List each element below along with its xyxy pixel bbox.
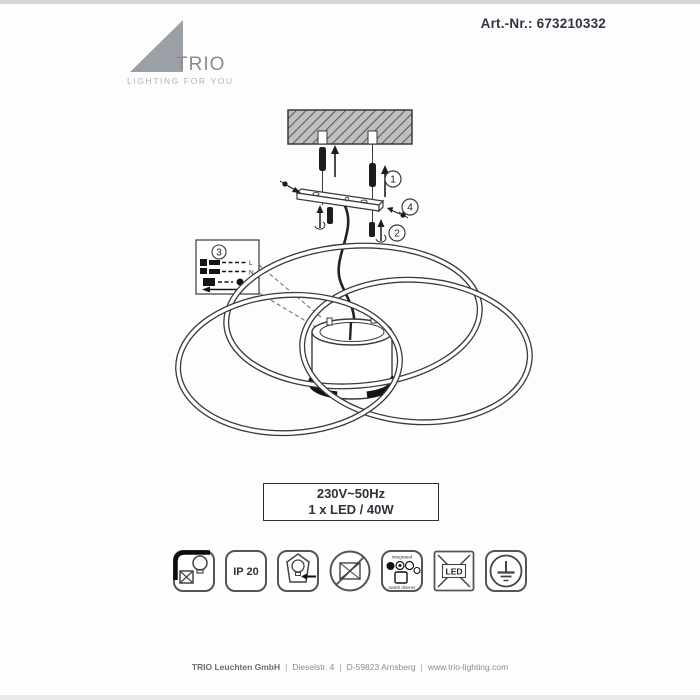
page-bottom-border [0, 695, 700, 700]
protective-earth-icon [483, 548, 529, 594]
footer-website: www.trio-lighting.com [427, 662, 509, 672]
no-direct-mounting-icon [327, 548, 373, 594]
svg-text:switch dimmer: switch dimmer [388, 585, 416, 590]
replaceable-lamp-icon [275, 548, 321, 594]
footer-separator: | [285, 662, 288, 672]
trio-logo-brand: TRIO [176, 54, 226, 75]
power-cable [339, 206, 355, 336]
svg-text:N: N [249, 269, 254, 277]
footer-street: Dieselstr. 4 [292, 662, 335, 672]
certification-icons-row [171, 548, 529, 594]
footer [0, 662, 700, 672]
article-number: Art.-Nr.: 673210332 [480, 16, 606, 31]
svg-text:integrated: integrated [391, 554, 413, 560]
integrated-switch-dimmer-icon [379, 548, 425, 594]
svg-text:L: L [249, 260, 253, 267]
bulb-shade-no-cover-icon [171, 548, 217, 594]
spec-lamp: 1 x LED / 40W [308, 502, 394, 517]
footer-separator: | [339, 662, 342, 672]
mounting-bracket [280, 181, 408, 218]
svg-text:4: 4 [407, 202, 413, 214]
step-markers [385, 171, 418, 241]
trio-logo-tagline: LIGHTING FOR YOU [127, 76, 234, 86]
ip-rating-icon [223, 548, 269, 594]
spec-box [263, 483, 439, 521]
svg-text:3: 3 [216, 247, 222, 259]
svg-text:LED: LED [445, 566, 463, 577]
footer-city: D-59823 Arnsberg [346, 662, 416, 672]
svg-text:1: 1 [390, 174, 396, 186]
svg-text:IP 20: IP 20 [233, 566, 259, 578]
spec-voltage: 230V~50Hz [316, 486, 386, 501]
ceiling-block [288, 110, 412, 144]
svg-text:2: 2 [394, 228, 400, 240]
footer-separator: | [420, 662, 423, 672]
footer-company: TRIO Leuchten GmbH [191, 662, 281, 672]
led-not-replaceable-icon [431, 548, 477, 594]
